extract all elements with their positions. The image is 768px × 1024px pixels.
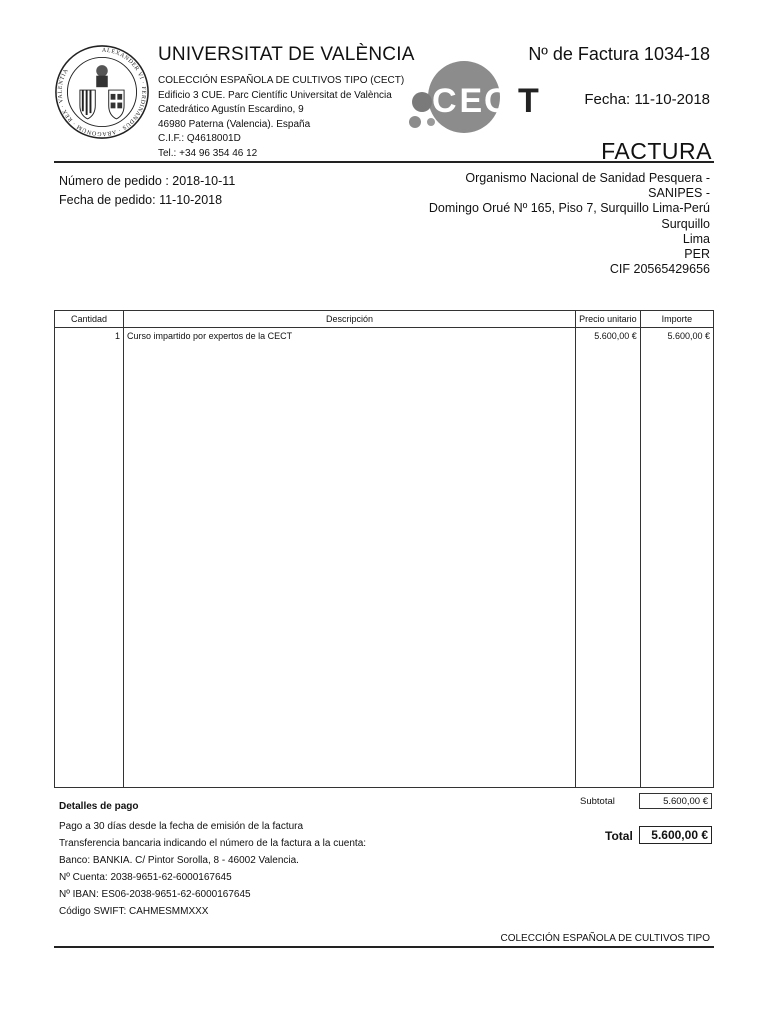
client-line: Domingo Orué Nº 165, Piso 7, Surquillo Lima-Perú — [428, 201, 710, 216]
footer-text: COLECCIÓN ESPAÑOLA DE CULTIVOS TIPO — [500, 933, 710, 944]
org-line: 46980 Paterna (Valencia). España — [158, 118, 311, 130]
payment-line: Transferencia bancaria indicando el número de la factura a la cuenta: — [59, 838, 367, 849]
table-empty-space — [55, 341, 714, 788]
subtotal-value: 5.600,00 € — [639, 793, 712, 809]
payment-line: Nº IBAN: ES06-2038-9651-62-6000167645 — [59, 889, 251, 900]
order-date: Fecha de pedido: 11-10-2018 — [59, 193, 223, 207]
table-header-row — [55, 311, 714, 328]
column-header-amount: Importe — [640, 311, 713, 328]
payment-line: Banco: BANKIA. C/ Pintor Sorolla, 8 - 46002 Valencia. — [59, 855, 299, 866]
payment-details-title: Detalles de pago — [59, 801, 139, 812]
column-header-description: Descripción — [124, 311, 576, 328]
client-line: CIF 20565429656 — [609, 262, 710, 277]
org-line: C.I.F.: Q4618001D — [158, 133, 241, 145]
order-number: Número de pedido : 2018-10-11 — [59, 174, 236, 188]
client-line: Organismo Nacional de Sanidad Pesquera - — [465, 171, 710, 185]
document-title: FACTURA — [601, 138, 712, 164]
university-name: UNIVERSITAT DE VALÈNCIA — [158, 44, 415, 65]
items-table — [54, 310, 714, 788]
svg-text:T: T — [518, 82, 539, 120]
client-line: SANIPES - — [648, 186, 710, 201]
svg-text:C: C — [484, 82, 512, 120]
table-row — [55, 328, 714, 342]
org-line: COLECCIÓN ESPAÑOLA DE CULTIVOS TIPO (CECT) — [158, 75, 405, 86]
svg-text:CE: CE — [432, 82, 486, 120]
org-line: Tel.: +34 96 354 46 12 — [158, 147, 258, 159]
payment-line: Código SWIFT: CAHMESMMXXX — [59, 906, 209, 917]
cell-description: Curso impartido por expertos de la CECT — [124, 328, 576, 342]
invoice-number: Nº de Factura 1034-18 — [528, 44, 710, 64]
subtotal-label: Subtotal — [580, 796, 615, 807]
organization-address — [158, 74, 404, 162]
university-seal — [54, 44, 150, 140]
invoice-date: Fecha: 11-10-2018 — [584, 91, 710, 108]
svg-text:ALEXANDER VI · FERDINANDUS · A: ALEXANDER VI · FERDINANDUS · ARAGONUM · REX · VALENTIA — [57, 47, 147, 137]
client-line: Surquillo — [661, 216, 710, 231]
header-divider — [54, 161, 714, 163]
payment-line: Nº Cuenta: 2038-9651-62-6000167645 — [59, 872, 232, 883]
org-line: Edificio 3 CUE. Parc Científic Universitat de València — [158, 89, 392, 101]
cect-logo — [402, 60, 552, 134]
client-address — [429, 171, 710, 277]
payment-line: Pago a 30 días desde la fecha de emisión de la factura — [59, 821, 304, 832]
total-label: Total — [605, 829, 633, 843]
column-header-unit-price: Precio unitario — [575, 311, 640, 328]
payment-details — [59, 818, 366, 920]
order-info — [59, 172, 235, 210]
cell-amount: 5.600,00 € — [640, 328, 713, 342]
org-line: Catedrático Agustín Escardino, 9 — [158, 104, 304, 116]
total-value: 5.600,00 € — [639, 826, 712, 844]
column-header-quantity: Cantidad — [55, 311, 124, 328]
client-line: PER — [684, 247, 710, 262]
cell-quantity: 1 — [55, 328, 124, 342]
footer-divider — [54, 946, 714, 948]
client-line: Lima — [682, 231, 710, 246]
cell-unit-price: 5.600,00 € — [575, 328, 640, 342]
